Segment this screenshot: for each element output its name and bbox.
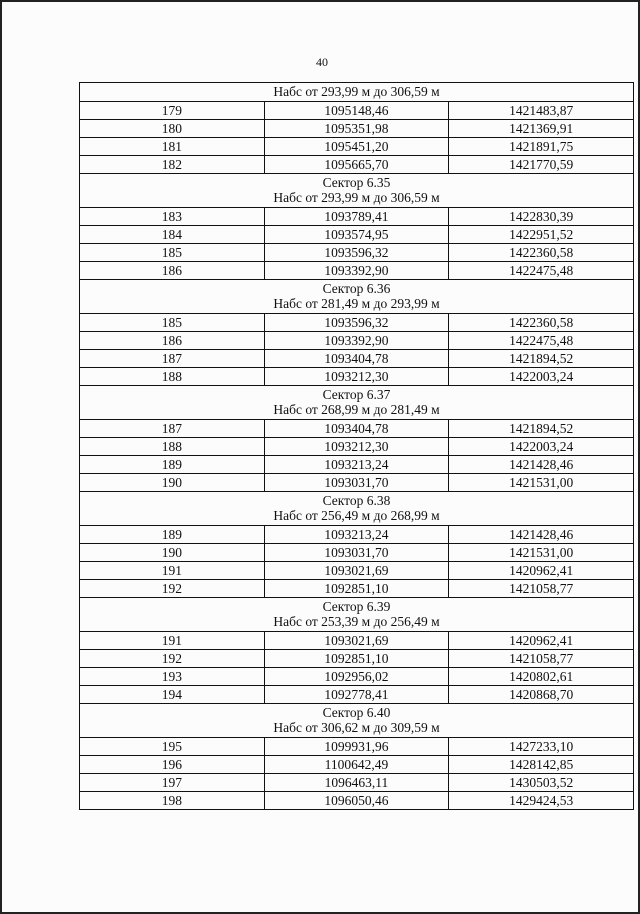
table-row <box>80 791 634 809</box>
point-number-cell: 191 <box>80 561 265 579</box>
coordinates-table <box>79 82 634 810</box>
x-coordinate-cell: 1096463,11 <box>264 773 449 791</box>
y-coordinate-cell: 1428142,85 <box>449 755 634 773</box>
point-number-cell: 197 <box>80 773 265 791</box>
y-coordinate-cell: 1421770,59 <box>449 155 634 173</box>
x-coordinate-cell: 1095451,20 <box>264 137 449 155</box>
y-coordinate-cell: 1422830,39 <box>449 207 634 225</box>
y-coordinate-cell: 1430503,52 <box>449 773 634 791</box>
x-coordinate-cell: 1100642,49 <box>264 755 449 773</box>
table-row <box>80 543 634 561</box>
table-row <box>80 367 634 385</box>
point-number-cell: 189 <box>80 455 265 473</box>
x-coordinate-cell: 1095665,70 <box>264 155 449 173</box>
x-coordinate-cell: 1093789,41 <box>264 207 449 225</box>
point-number-cell: 186 <box>80 331 265 349</box>
y-coordinate-cell: 1422475,48 <box>449 261 634 279</box>
point-number-cell: 192 <box>80 649 265 667</box>
sector-title: Сектор 6.36 <box>322 280 391 296</box>
y-coordinate-cell: 1421058,77 <box>449 649 634 667</box>
sector-header <box>80 597 634 631</box>
x-coordinate-cell: 1096050,46 <box>264 791 449 809</box>
y-coordinate-cell: 1421531,00 <box>449 543 634 561</box>
y-coordinate-cell: 1422003,24 <box>449 437 634 455</box>
x-coordinate-cell: 1093021,69 <box>264 631 449 649</box>
point-number-cell: 188 <box>80 367 265 385</box>
point-number-cell: 183 <box>80 207 265 225</box>
point-number-cell: 190 <box>80 543 265 561</box>
y-coordinate-cell: 1421483,87 <box>449 101 634 119</box>
point-number-cell: 179 <box>80 101 265 119</box>
sector-title: Сектор 6.35 <box>322 174 391 190</box>
y-coordinate-cell: 1427233,10 <box>449 737 634 755</box>
height-range: Набс от 293,99 м до 306,59 м <box>273 190 440 206</box>
y-coordinate-cell: 1421894,52 <box>449 349 634 367</box>
table-row <box>80 419 634 437</box>
y-coordinate-cell: 1422360,58 <box>449 243 634 261</box>
table-row <box>80 649 634 667</box>
table-row <box>80 437 634 455</box>
x-coordinate-cell: 1093404,78 <box>264 419 449 437</box>
x-coordinate-cell: 1093212,30 <box>264 437 449 455</box>
sector-header-row <box>80 597 634 631</box>
sector-header <box>80 491 634 525</box>
point-number-cell: 191 <box>80 631 265 649</box>
point-number-cell: 181 <box>80 137 265 155</box>
table-row <box>80 243 634 261</box>
table-row <box>80 155 634 173</box>
sector-title: Сектор 6.39 <box>322 598 391 614</box>
sector-header-row <box>80 279 634 313</box>
y-coordinate-cell: 1421058,77 <box>449 579 634 597</box>
y-coordinate-cell: 1422003,24 <box>449 367 634 385</box>
point-number-cell: 185 <box>80 313 265 331</box>
x-coordinate-cell: 1093404,78 <box>264 349 449 367</box>
y-coordinate-cell: 1420868,70 <box>449 685 634 703</box>
table-row <box>80 331 634 349</box>
sector-header <box>80 279 634 313</box>
y-coordinate-cell: 1422360,58 <box>449 313 634 331</box>
sector-header <box>80 173 634 207</box>
point-number-cell: 186 <box>80 261 265 279</box>
coordinates-table-body <box>80 83 634 810</box>
point-number-cell: 196 <box>80 755 265 773</box>
point-number-cell: 182 <box>80 155 265 173</box>
point-number-cell: 187 <box>80 349 265 367</box>
point-number-cell: 190 <box>80 473 265 491</box>
x-coordinate-cell: 1093213,24 <box>264 525 449 543</box>
x-coordinate-cell: 1093392,90 <box>264 261 449 279</box>
height-range: Набс от 306,62 м до 309,59 м <box>273 720 440 736</box>
x-coordinate-cell: 1093031,70 <box>264 473 449 491</box>
sector-title: Сектор 6.38 <box>322 492 391 508</box>
table-row <box>80 455 634 473</box>
table-row <box>80 667 634 685</box>
point-number-cell: 180 <box>80 119 265 137</box>
table-row <box>80 313 634 331</box>
sector-title: Сектор 6.37 <box>322 386 391 402</box>
x-coordinate-cell: 1093212,30 <box>264 367 449 385</box>
y-coordinate-cell: 1421428,46 <box>449 525 634 543</box>
table-row <box>80 525 634 543</box>
table-row <box>80 225 634 243</box>
point-number-cell: 188 <box>80 437 265 455</box>
x-coordinate-cell: 1093596,32 <box>264 313 449 331</box>
y-coordinate-cell: 1421369,91 <box>449 119 634 137</box>
y-coordinate-cell: 1422475,48 <box>449 331 634 349</box>
x-coordinate-cell: 1093596,32 <box>264 243 449 261</box>
y-coordinate-cell: 1421428,46 <box>449 455 634 473</box>
table-row <box>80 737 634 755</box>
table-row <box>80 207 634 225</box>
x-coordinate-cell: 1095351,98 <box>264 119 449 137</box>
point-number-cell: 194 <box>80 685 265 703</box>
x-coordinate-cell: 1093021,69 <box>264 561 449 579</box>
sector-header <box>80 385 634 419</box>
sector-header-row <box>80 83 634 102</box>
sector-header <box>80 83 634 102</box>
point-number-cell: 187 <box>80 419 265 437</box>
table-row <box>80 137 634 155</box>
table-row <box>80 773 634 791</box>
y-coordinate-cell: 1421894,52 <box>449 419 634 437</box>
sector-header-row <box>80 385 634 419</box>
table-row <box>80 261 634 279</box>
x-coordinate-cell: 1093031,70 <box>264 543 449 561</box>
table-row <box>80 755 634 773</box>
point-number-cell: 184 <box>80 225 265 243</box>
point-number-cell: 185 <box>80 243 265 261</box>
y-coordinate-cell: 1420802,61 <box>449 667 634 685</box>
point-number-cell: 193 <box>80 667 265 685</box>
sector-header-row <box>80 703 634 737</box>
table-row <box>80 119 634 137</box>
table-row <box>80 579 634 597</box>
sector-title: Сектор 6.40 <box>322 704 391 720</box>
table-row <box>80 473 634 491</box>
y-coordinate-cell: 1420962,41 <box>449 561 634 579</box>
point-number-cell: 189 <box>80 525 265 543</box>
y-coordinate-cell: 1429424,53 <box>449 791 634 809</box>
table-row <box>80 685 634 703</box>
sector-header <box>80 703 634 737</box>
y-coordinate-cell: 1420962,41 <box>449 631 634 649</box>
x-coordinate-cell: 1092778,41 <box>264 685 449 703</box>
point-number-cell: 192 <box>80 579 265 597</box>
x-coordinate-cell: 1092956,02 <box>264 667 449 685</box>
height-range: Набс от 281,49 м до 293,99 м <box>273 296 440 312</box>
y-coordinate-cell: 1421891,75 <box>449 137 634 155</box>
height-range: Набс от 268,99 м до 281,49 м <box>273 402 440 418</box>
table-row <box>80 349 634 367</box>
x-coordinate-cell: 1095148,46 <box>264 101 449 119</box>
x-coordinate-cell: 1092851,10 <box>264 579 449 597</box>
height-range: Набс от 293,99 м до 306,59 м <box>273 84 440 99</box>
x-coordinate-cell: 1093392,90 <box>264 331 449 349</box>
sector-header-row <box>80 173 634 207</box>
table-row <box>80 631 634 649</box>
page-number: 40 <box>316 55 328 69</box>
x-coordinate-cell: 1099931,96 <box>264 737 449 755</box>
table-row <box>80 101 634 119</box>
x-coordinate-cell: 1093213,24 <box>264 455 449 473</box>
y-coordinate-cell: 1422951,52 <box>449 225 634 243</box>
point-number-cell: 195 <box>80 737 265 755</box>
x-coordinate-cell: 1093574,95 <box>264 225 449 243</box>
y-coordinate-cell: 1421531,00 <box>449 473 634 491</box>
point-number-cell: 198 <box>80 791 265 809</box>
height-range: Набс от 253,39 м до 256,49 м <box>273 614 440 630</box>
height-range: Набс от 256,49 м до 268,99 м <box>273 508 440 524</box>
x-coordinate-cell: 1092851,10 <box>264 649 449 667</box>
sector-header-row <box>80 491 634 525</box>
table-row <box>80 561 634 579</box>
